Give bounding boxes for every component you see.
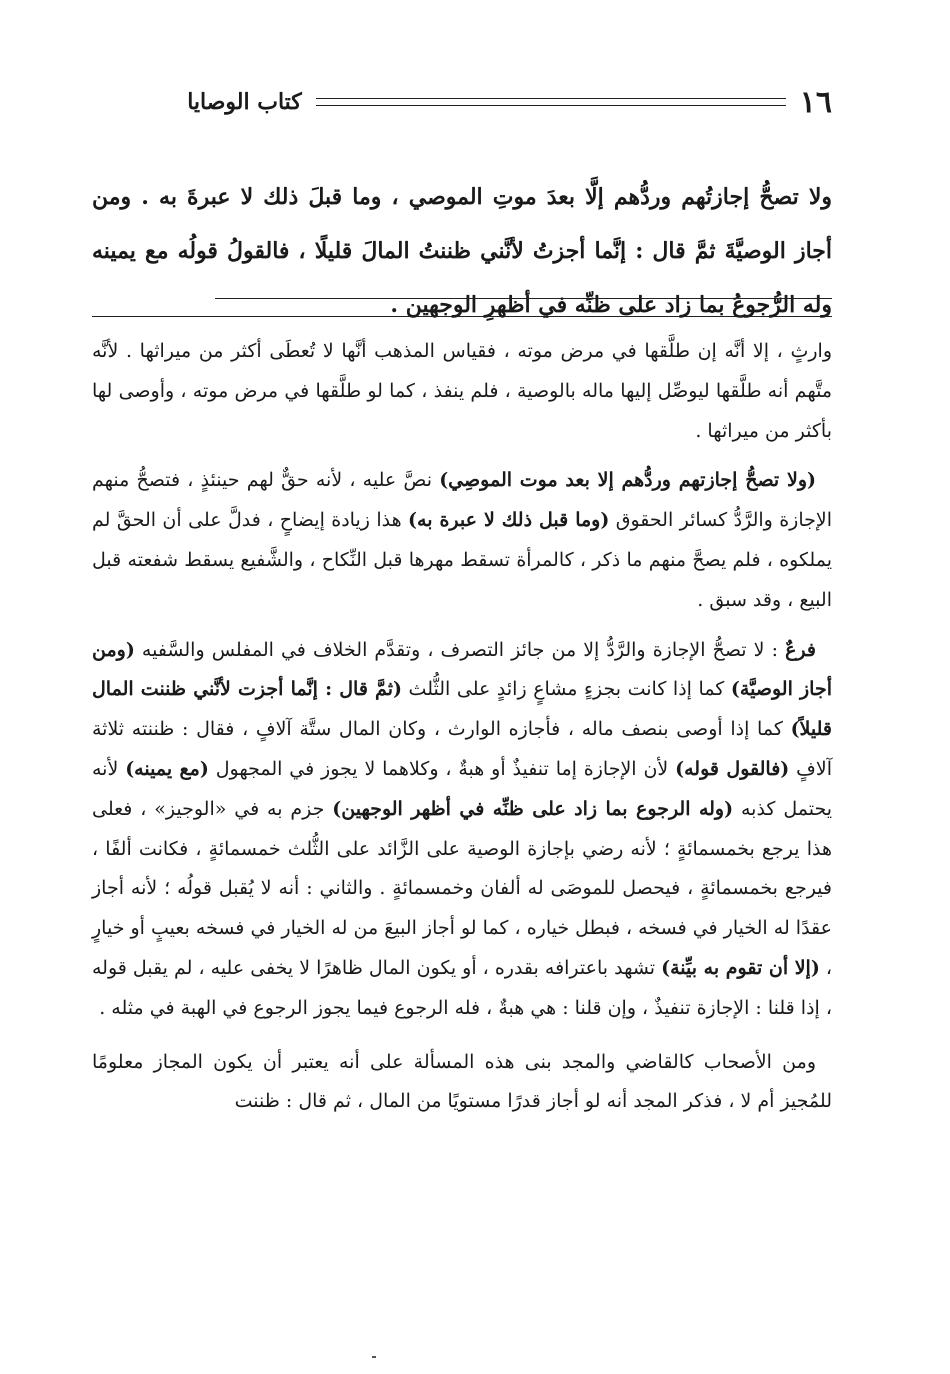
separator-rule [92, 316, 832, 317]
header-rule [316, 98, 786, 106]
paragraph [92, 1043, 832, 1123]
quoted-matn: (وله الرجوع بما زاد على ظنِّه في أظهر الوجهين) [332, 797, 734, 820]
text-run: جزم به في «الوجيز» ، فعلى هذا يرجع بخمسمائةٍ ؛ لأنه رضي بإجازة الوصية على الزَّائد على الثُّلث خمسمائةٍ ، فكانت ألفًا ، فيرجع بخمسمائةٍ ، فيحصل للموصَى له ألفان وخمسمائةٍ . والثاني : أنه لا يُقبل قولُه ؛ لأنه أجاز عقدًا له الخيار في فسخه ، فبطل خياره ، كما لو أجاز البيعَ من له الخيار في فسخه بعيبٍ أو خيارٍ ، [92, 797, 833, 979]
text-run: لأن الإجازة إما تنفيذٌ أو هبةٌ ، وكلاهما لا يجوز في المجهول [208, 757, 676, 780]
text-run: ومن الأصحاب كالقاضي والمجد بنى هذه المسألة على أنه يعتبر أن يكون المجاز معلومًا للمُجيز أم لا ، فذكر المجد أنه لو أجاز قدرًا مستويًا من المال ، ثم قال : ظننت [92, 1050, 832, 1113]
matn-underline [215, 298, 832, 299]
page-mark [372, 1356, 376, 1358]
quoted-matn: (مع يمينه) [125, 757, 209, 780]
quoted-matn: (ولا تصحُّ إجازتهم وردُّهم إلا بعد موت الموصِي) [439, 469, 816, 492]
page-header [92, 82, 832, 122]
text-run: هذا زيادة إيضاحٍ ، فدلَّ على أن الحقَّ لم يملكوه ، فلم يصحَّ منهم ما ذكر ، كالمرأة تسقط مهرها قبل النِّكاح ، والشَّفيع يسقط شفعته قبل البيع ، وقد سبق . [92, 509, 832, 611]
text-run: وارثٍ ، إلا أنَّه إن طلَّقها في مرض موته ، فقياس المذهب أنَّها لا تُعطَى أكثر من ميراثها . لأنَّه متَّهم أنه طلَّقها ليوصِّل إليها ماله بالوصية ، فلم ينفذ ، كما لو طلَّقها في مرض موته ، وأوصى لها بأكثر من ميراثها . [92, 340, 832, 442]
paragraph [92, 332, 832, 451]
text-run: لأنه يحتمل كذبه [92, 757, 833, 820]
paragraph [92, 631, 832, 1029]
page-number: ١٦ [799, 84, 832, 120]
text-run: كما إذا أوصى بنصف ماله ، فأجازه الوارث ، وكان المال ستَّة آلافٍ ، فقال : ظننته ثلاثة آلافٍ [92, 718, 832, 780]
commentary [92, 332, 832, 1132]
text-run: تشهد باعترافه بقدره ، أو يكون المال ظاهرًا لا يخفى عليه ، لم يقبل قوله ، إذا قلنا : الإجازة تنفيذٌ ، وإن قلنا : هي هبةٌ ، فله الرجوع فيما يجوز الرجوع في الهبة في مثله . [92, 956, 832, 1019]
quoted-matn: (فالقول قوله) [675, 757, 790, 780]
section-label: فرعٌ [785, 638, 816, 661]
paragraph [92, 461, 832, 620]
quoted-matn: (وما قبل ذلك لا عبرة به) [408, 509, 610, 532]
quoted-matn: (ومن أجاز الوصيَّة) [92, 638, 832, 701]
text-run: : لا تصحُّ الإجازة والرَّدُّ إلا من جائز التصرف ، وتقدَّم الخلاف في المفلس والسَّفيه [134, 638, 786, 661]
text-run: نصَّ عليه ، لأنه حقٌّ لهم حينئذٍ ، فتصحُّ منهم الإجازة والرَّدُّ كسائر الحقوق [92, 469, 832, 532]
text-run: كما إذا كانت بجزءٍ مشاعٍ زائدٍ على الثُّلث [401, 678, 731, 701]
matn-text: ولا تصحُّ إجازتُهم وردُّهم إلَّا بعدَ موتِ الموصي ، وما قبلَ ذلك لا عبرةَ به . ومن أجاز الوصيَّةَ ثمَّ قال : إنَّما أجزتُ لأنَّني ظننتُ المالَ قليلًا ، فالقولُ قولُه مع يمينه وله الرُّجوعُ بما زاد على ظنِّه في أظهرِ الوجهين . [92, 184, 832, 318]
quoted-matn: (ثمَّ قال : إنَّما أجزت لأنَّني ظننت المال قليلاً) [92, 678, 832, 741]
book-title: كتاب الوصايا [187, 89, 302, 115]
quoted-matn: (إلا أن تقوم به بيِّنة) [661, 956, 820, 979]
